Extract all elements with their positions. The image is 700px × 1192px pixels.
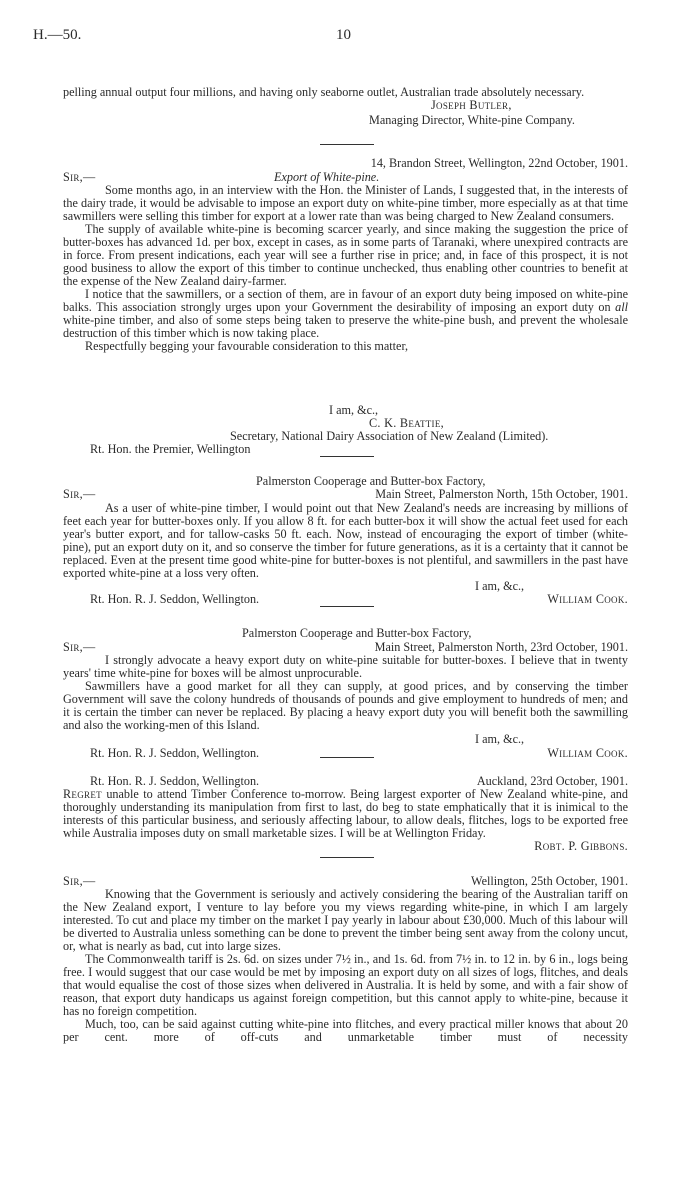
paragraph: Respectfully begging your favourable consideration to this matter, xyxy=(85,339,409,353)
letter-butler xyxy=(63,85,628,127)
letter-address: Wellington, 25th October, 1901. xyxy=(471,874,628,888)
letter-gibbons-body xyxy=(63,788,628,840)
addressee: Rt. Hon. R. J. Seddon, Wellington. xyxy=(90,774,260,788)
signature: William Cook. xyxy=(547,592,628,606)
signature-title: Managing Director, White-pine Company. xyxy=(369,113,575,127)
paragraph: The supply of available white-pine is becoming scarcer yearly, and since making the suggestion the price of butter-boxes has advanced 1d. per box, except in cases, as in some parts of Taranaki, where unexpired contracts are in force. From present indications, each year will see a further rise in price; and, in face of this prospect, it is not good business to allow the export of this timber to continue unchecked, thus enabling other countries to benefit at the expense of the New Zealand dairy-farmer. xyxy=(63,222,628,288)
paragraph: As a user of white-pine timber, I would point out that New Zealand's needs are increasing by millions of feet each year for butter-boxes only. If you allow 8 ft. for each butter-box it will show the actual feet used for each year's butter export, and for tallow-casks 50 ft. each. Now, instead of encouraging the export of timber (white-pine), put an export duty on it, and so conserve the timber for future generations, as it is a certainty that it cannot be replaced. Even at the present time good white-pine for butter-boxes is not plentiful, and sawmillers in the past have exported white-pine at a loss very often. xyxy=(63,501,628,580)
addressee: Rt. Hon. the Premier, Wellington xyxy=(90,442,251,456)
text: unable to attend Timber Conference to-morrow. Being largest exporter of New Zealand white-pine, and thoroughly understanding its manipulation from first to last, do beg to state emphatically that it is inimical to the interests of this particular business, and seriously affecting labour, to allow deals, flitches, logs to be exported free while Australia imposes duty on small marketable sizes. I will be at Wellington Friday. xyxy=(63,787,628,840)
paragraph: Some months ago, in an interview with the Hon. the Minister of Lands, I suggested that, in the interests of the dairy trade, it would be advisable to impose an export duty on white-pine timber, more especially as at that time sawmillers were selling this timber for export at a lower rate than was being charged to New Zealand consumers. xyxy=(63,183,628,223)
paragraph: Much, too, can be said against cutting white-pine into flitches, and every practical miller knows that about 20 per cent. more of off-cuts and unmarketable timber must of necessity xyxy=(63,1017,628,1044)
first-word: Regret xyxy=(63,787,102,801)
letter-address: Auckland, 23rd October, 1901. xyxy=(476,774,628,788)
paragraph: I strongly advocate a heavy export duty on white-pine suitable for butter-boxes. I believe that in twenty years' time white-pine for boxes will be almost unprocurable. xyxy=(63,653,628,680)
letter-cook-2-body xyxy=(63,654,628,732)
text: white-pine timber, and also of some steps being taken to preserve the white-pine bush, and prevent the wholesale destruction of this timber which is now taking place. xyxy=(63,313,628,340)
letter-cook-1-body xyxy=(63,502,628,580)
page-number: 10 xyxy=(336,27,351,43)
salutation: Sir,— xyxy=(63,640,96,654)
signature: Joseph Butler, xyxy=(431,98,512,112)
document-reference: H.—50. xyxy=(33,27,82,43)
salutation: Sir,— xyxy=(63,874,96,888)
letter-address: Main Street, Palmerston North, 23rd October, 1901. xyxy=(374,640,628,654)
signature: C. K. Beattie, xyxy=(369,416,444,430)
letter-address: Palmerston Cooperage and Butter-box Factory, xyxy=(242,626,472,640)
paragraph xyxy=(63,788,628,840)
closing: I am, &c., xyxy=(329,403,379,417)
paragraph: The Commonwealth tariff is 2s. 6d. on sizes under 7½ in., and 1s. 6d. from 7½ in. to 12 in. by 6 in., logs being free. I would suggest that our case would be met by imposing an export duty on all sizes of logs, flitches, and deals that would equalise the cost of those sizes when delivered in Australia. It is held by some, and with a fair show of reason, that export duty handicaps us against foreign competition, but this cannot apply to white-pine, because it has no foreign competition. xyxy=(63,952,628,1018)
divider xyxy=(320,857,374,858)
addressee: Rt. Hon. R. J. Seddon, Wellington. xyxy=(90,592,260,606)
divider xyxy=(320,757,374,758)
paragraph: Sawmillers have a good market for all they can supply, at good prices, and by conserving the timber Government will save the colony hundreds of thousands of pounds and give employment to hundreds of men; and it is certain the timber can never be replaced. By placing a heavy export duty you will benefit both the sawmilling and also the working-men of this Island. xyxy=(63,679,628,732)
letter-address: Main Street, Palmerston North, 15th October, 1901. xyxy=(375,487,628,501)
divider xyxy=(320,606,374,607)
letter-beattie-body xyxy=(63,184,628,353)
salutation: Sir,— xyxy=(63,170,96,184)
paragraph: Knowing that the Government is seriously and actively considering the bearing of the Australian tariff on the New Zealand export, I venture to lay before you my views regarding white-pine, in which I am largely interested. To cut and place my timber on the market I pay yearly in labour about £30,000. Much of this labour will be diverted to Australia unless something can be done to prevent the timber being sent away from the colony uncut, or, what is nearly as bad, cut into large sizes. xyxy=(63,887,628,953)
letter-subject: Export of White-pine. xyxy=(274,170,380,184)
paragraph xyxy=(63,288,628,340)
letter-address: Palmerston Cooperage and Butter-box Factory, xyxy=(256,474,486,488)
divider xyxy=(320,144,374,145)
emphasis: all xyxy=(615,300,628,314)
closing: I am, &c., xyxy=(475,732,525,746)
signature: William Cook. xyxy=(547,746,628,760)
signature-title: Secretary, National Dairy Association of New Zealand (Limited). xyxy=(230,429,549,443)
closing: I am, &c., xyxy=(475,579,525,593)
salutation: Sir,— xyxy=(63,487,96,501)
signature: Robt. P. Gibbons. xyxy=(534,839,628,853)
divider xyxy=(320,456,374,457)
letter-wellington-body xyxy=(63,888,628,1044)
text: I notice that the sawmillers, or a section of them, are in favour of an export duty being imposed on white-pine balks. This association strongly urges upon your Government the desirability of imposing an export duty on xyxy=(63,287,628,314)
paragraph: pelling annual output four millions, and having only seaborne outlet, Australian trade absolutely necessary. xyxy=(63,85,585,99)
letter-address: 14, Brandon Street, Wellington, 22nd October, 1901. xyxy=(370,156,628,170)
addressee: Rt. Hon. R. J. Seddon, Wellington. xyxy=(90,746,260,760)
